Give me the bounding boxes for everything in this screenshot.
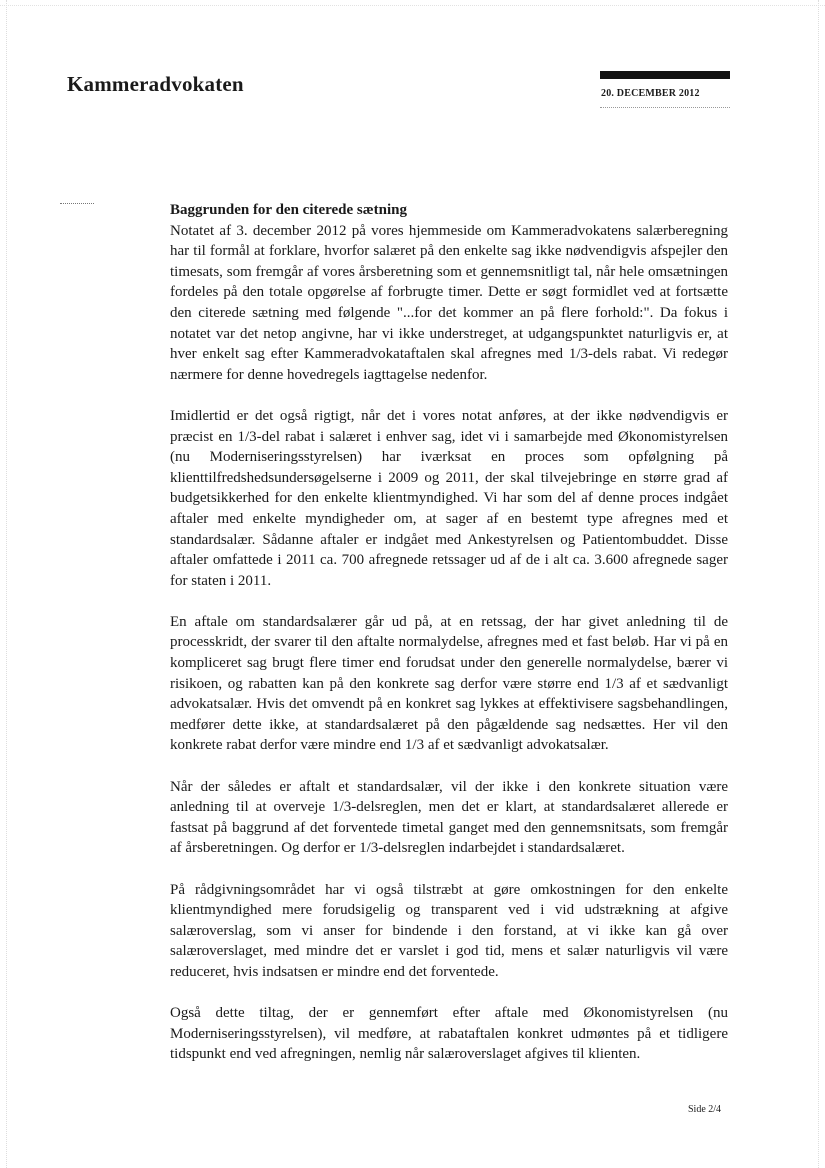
page-number: Side 2/4 [688, 1104, 722, 1115]
letterhead-bar [600, 71, 730, 79]
document-date: 20. DECEMBER 2012 [601, 88, 700, 99]
paragraph-4: Når der således er aftalt et standardsalær, vil der ikke i den konkrete situation være anledning til at overveje 1/3-delsreglen, men det er klart, at standardsalæret allerede er fastsat på baggrund af det forventede timetal ganget med den gennemsnitsats, som fremgår af årsberetningen. Og derfor er 1/3-delsreglen indarbejdet i standardsalæret. [170, 778, 728, 857]
date-underline [600, 107, 730, 108]
paragraph-6: Også dette tiltag, der er gennemført efter aftale med Økonomistyrelsen (nu Moderniseringsstyrelsen), vil medføre, at rabataftalen konkret udmøntes på et tidligere tidspunkt end ved afregningen, nemlig når salæroverslaget afgives til klienten. [170, 1005, 728, 1063]
paragraph-1: Notatet af 3. december 2012 på vores hjemmeside om Kammeradvokatens salærberegning har til formål at forklare, hvorfor salæret på den enkelte sag ikke nødvendigvis afspejler den timesats, som fremgår af vores årsberetning som et gennemsnitligt tal, når hele omsætningen fordeles på den totale opgørelse af forbrugte timer. Dette er søgt formidlet ved at fortsætte den citerede sætning med følgende "...for det kommer an på flere forhold:". Da fokus i notatet var det netop angivne, har vi ikke understreget, at udgangspunktet naturligvis er, at hver enkelt sag efter Kammeradvokataftalen skal afregnes med 1/3-dels rabat. Vi redegør nærmere for denne hovedregels iagttagelse nedenfor. [170, 222, 728, 383]
scan-border-top [0, 5, 825, 6]
document-body [170, 200, 728, 1065]
letterhead-brand: Kammeradvokaten [67, 72, 244, 96]
paragraph-3: En aftale om standardsalærer går ud på, at en retssag, der har givet anledning til de processkridt, der svarer til den aftalte normalydelse, afregnes med et fast beløb. Har vi på en kompliceret sag brugt flere timer end forudsat under den generelle normalydelse, bærer vi risikoen, og rabatten kan på den konkrete sag derfor være større end 1/3 af et sædvanligt advokatsalær. Hvis det omvendt på en konkret sag lykkes at effektivisere sagsbehandlingen, medfører dette ikke, at standardsalæret på den pågældende sag nedsættes. Her vil den konkrete rabat derfor være mindre end 1/3 af et sædvanligt advokatsalær. [170, 613, 728, 754]
section-heading: Baggrunden for den citerede sætning [170, 202, 407, 218]
scan-border-left [6, 0, 7, 1168]
paragraph-2: Imidlertid er det også rigtigt, når det i vores notat anføres, at der ikke nødvendigvis er præcist en 1/3-del rabat i salæret i enhver sag, idet vi i samarbejde med Økonomistyrelsen (nu Moderniseringsstyrelsen) har iværksat en proces som opfølgning på klienttilfredshedsundersøgelserne i 2009 og 2011, der skal tilvejebringe en større grad af budgetsikkerhed for den enkelte klientmyndighed. Vi har som del af denne proces indgået aftaler med enkelte myndigheder om, at sager af en bestemt type afregnes med et standardsalær. Sådanne aftaler er indgået med Ankestyrelsen og Patientombuddet. Disse aftaler omfattede i 2011 ca. 700 afregnede retssager ud af de i alt ca. 3.600 afregnede sager for staten i 2011. [170, 407, 728, 589]
margin-marker [60, 203, 94, 204]
paragraph-5: På rådgivningsområdet har vi også tilstræbt at gøre omkostningen for den enkelte klientmyndighed mere forudsigelig og transparent ved i vid udstrækning at afgive salæroverslag, som vi anser for bindende i den forstand, at vi ikke kan gå over salæroverslaget, med mindre det er varslet i god tid, mens et salær naturligvis vil være reduceret, hvis indsatsen er mindre end det forventede. [170, 881, 728, 980]
scan-border-right [818, 0, 819, 1168]
